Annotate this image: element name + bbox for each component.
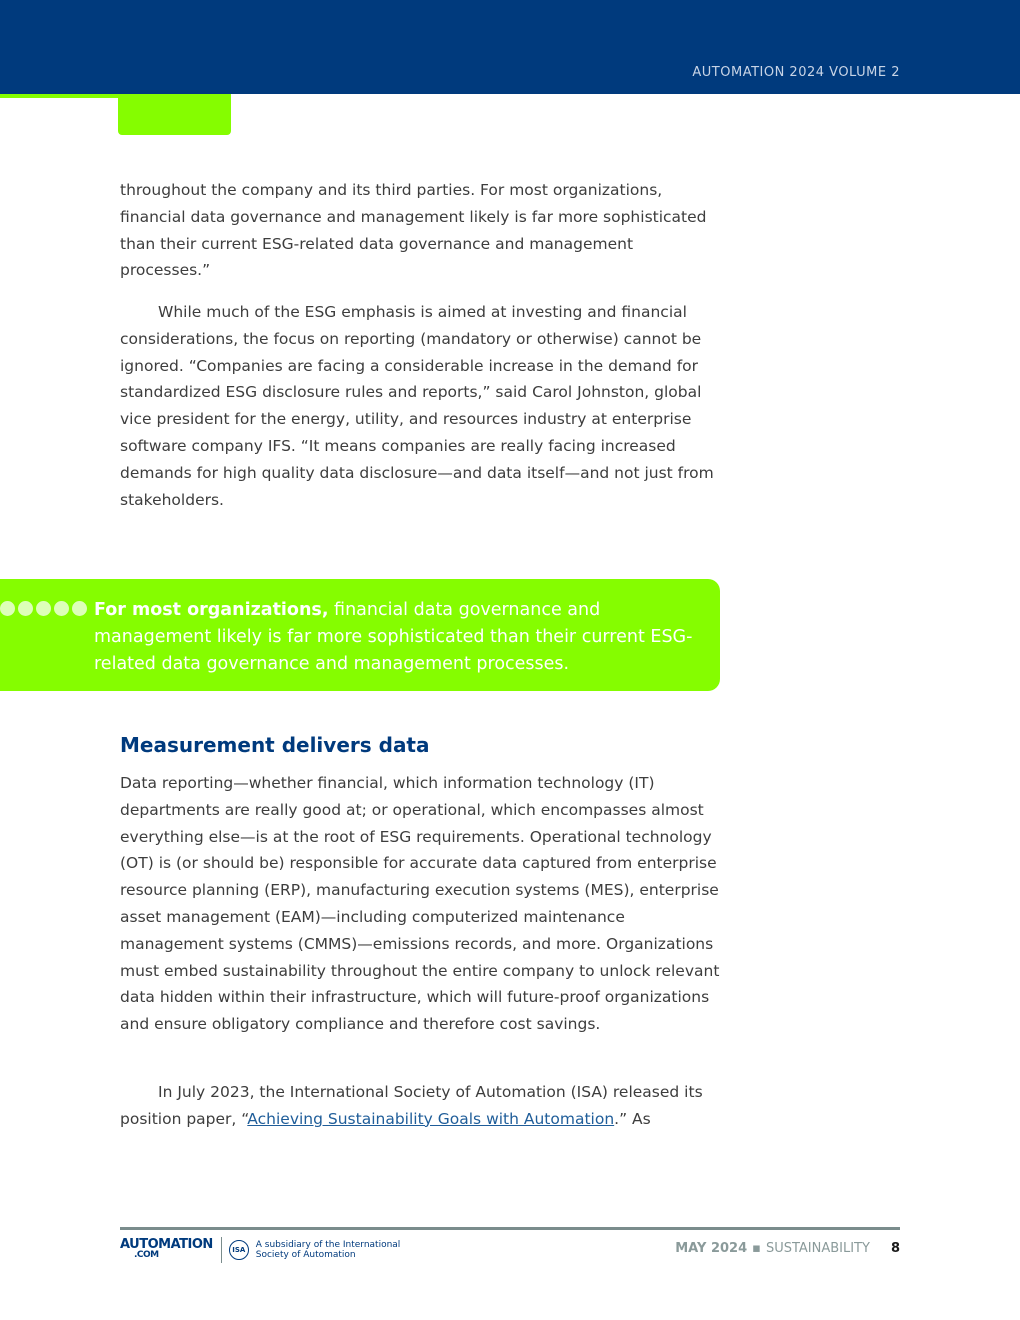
isa-logo-icon: ISA xyxy=(229,1240,249,1260)
section-name: SUSTAINABILITY xyxy=(765,1241,870,1256)
pull-quote-emphasis: For most organizations, xyxy=(94,600,329,620)
header-band xyxy=(0,0,1020,94)
footer-info xyxy=(675,1241,900,1256)
article-paragraph-4 xyxy=(120,1079,720,1133)
issue-date: MAY 2024 xyxy=(675,1241,748,1256)
isa-caption: A subsidiary of the International Society of Automation xyxy=(255,1240,401,1260)
accent-tab xyxy=(118,94,231,135)
position-paper-link[interactable]: Achieving Sustainability Goals with Automation xyxy=(247,1109,615,1128)
dots-decoration-icon xyxy=(0,601,87,619)
footer-separator: ▪ xyxy=(752,1241,761,1256)
logo-sub: .COM xyxy=(134,1250,159,1260)
dot-icon xyxy=(0,601,15,616)
automation-logo xyxy=(120,1239,213,1261)
page-number: 8 xyxy=(890,1241,900,1256)
section-heading: Measurement delivers data xyxy=(120,733,430,757)
article-paragraph-1 xyxy=(120,177,720,284)
paragraph-text: While much of the ESG emphasis is aimed at investing and financial considerations, the focus on reporting (mandatory or otherwise) cannot be ignored. “Companies are facing a considerable increase in the demand for standardized ESG disclosure rules and reports,” said Carol Johnston, global vice president for the energy, utility, and resources industry at enterprise software company IFS. “It means companies are really facing increased demands for high quality data disclosure—and data itself—and not just from stakeholders. xyxy=(120,303,714,509)
paragraph-end: .” As xyxy=(614,1109,651,1128)
footer-logo[interactable] xyxy=(120,1236,406,1264)
logo-divider xyxy=(221,1237,222,1263)
dot-icon xyxy=(36,601,51,616)
paragraph-start: In July 2023, the International Society of Automation (ISA) released its position paper, “ xyxy=(120,1083,703,1128)
dot-icon xyxy=(18,601,33,616)
pull-quote-text xyxy=(94,597,704,678)
paragraph-text: Data reporting—whether financial, which information technology (IT) departments are really good at; or operational, which encompasses almost everything else—is at the root of ESG requirements. Operational technology (OT) is (or should be) responsible for accurate data captured from enterprise resource planning (ERP), manufacturing execution systems (MES), enterprise asset management (EAM)—including computerized maintenance management systems (CMMS)—emissions records, and more. Organizations must embed sustainability throughout the entire company to unlock relevant data hidden within their infrastructure, which will future-proof organizations and ensure obligatory compliance and therefore cost savings. xyxy=(120,774,720,1034)
publication-title: AUTOMATION 2024 VOLUME 2 xyxy=(692,65,900,80)
article-paragraph-2 xyxy=(120,299,720,513)
paragraph-text: throughout the company and its third parties. For most organizations, financial data governance and management likely is far more sophisticated than their current ESG-related data governance and management processes.” xyxy=(120,181,707,280)
article-paragraph-3 xyxy=(120,770,720,1038)
footer-divider xyxy=(120,1227,900,1230)
pull-quote-body: financial data governance and management likely is far more sophisticated than their current ESG-related data governance and management processes. xyxy=(94,600,693,674)
dot-icon xyxy=(54,601,69,616)
paragraph-text xyxy=(120,1079,720,1133)
dot-icon xyxy=(72,601,87,616)
logo-text: AUTOMATION xyxy=(120,1237,213,1252)
